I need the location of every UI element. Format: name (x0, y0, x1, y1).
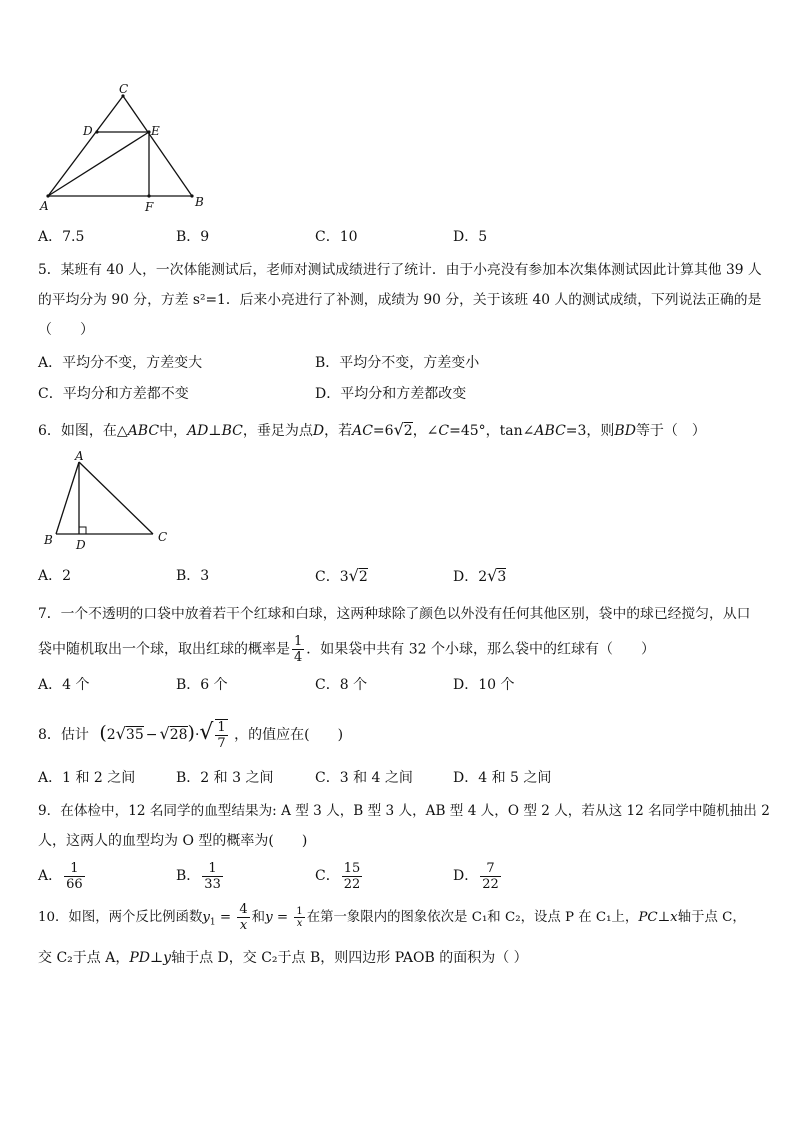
q8-sqrt-sign-2: √ (159, 724, 170, 743)
q4-option-c: C．10 (315, 229, 358, 245)
q7-option-d: D．10 个 (453, 677, 515, 693)
q6-text-a: 6．如图，在△ (38, 423, 128, 439)
q10-fraction-2 (294, 906, 304, 929)
q8-option-b: B．2 和 3 之间 (176, 770, 274, 786)
q9-option-c-fraction (342, 861, 363, 892)
q7-option-a: A．4 个 (38, 677, 90, 693)
q10-perp: ⊥ (657, 910, 671, 925)
q10-tail: 轴于点 C， (677, 910, 746, 925)
q8-prefix: 8．估计 (38, 727, 89, 743)
q6-abc: ABC (127, 423, 160, 439)
q9-option-c (315, 858, 364, 894)
q7-text-a: 袋中随机取出一个球，取出红球的概率是 (38, 641, 290, 658)
q6-option-a: A．2 (38, 568, 72, 584)
q6-ad: AD (187, 423, 209, 439)
q6-stem (38, 420, 706, 441)
q10-pd: PD (129, 950, 150, 966)
q6-sqrt-sign: √ (393, 420, 404, 439)
q8-fraction-num: 1 (217, 720, 226, 735)
q9-option-b-den: 33 (204, 876, 221, 892)
q6-text-f: =45°，tan∠ (449, 423, 535, 439)
label-a: A (75, 449, 84, 463)
q8-option-d: D．4 和 5 之间 (453, 770, 552, 786)
q6-text-c: ，垂足为点 (242, 423, 313, 439)
label-b: B (44, 533, 53, 547)
q6-text-h: 等于（ ） (635, 423, 706, 439)
figure-points (46, 94, 193, 197)
q10-perp2: ⊥ (150, 950, 164, 966)
q8-radicand-2: 28 (169, 727, 188, 743)
q5-option-a: A．平均分不变，方差变大 (38, 355, 203, 371)
q10-mid: 在第一象限内的图象依次是 C₁和 C₂，设点 P 在 C₁上， (306, 910, 639, 925)
q6-d: D (312, 423, 325, 439)
q9-option-b-fraction (202, 861, 223, 892)
q9-option-d (453, 858, 503, 894)
q8-expression (99, 720, 234, 751)
right-angle-mark (79, 527, 86, 534)
figure-triangle-abc-def (30, 82, 220, 217)
q9-option-c-label: C． (315, 868, 340, 884)
q7-text-b: ．如果袋中共有 32 个小球，那么袋中的红球有（ ） (306, 641, 655, 658)
segment-ac (79, 462, 153, 534)
q7-stem-line2 (38, 634, 655, 664)
q10-y3: y (163, 950, 172, 966)
label-c: C (119, 82, 129, 96)
q9-stem-line1: 9．在体检中，12 名同学的血型结果为: A 型 3 人，B 型 3 人，AB 型 4 人，O 型 2 人，若从这 12 名同学中随机抽出 2 (38, 803, 770, 819)
segment-ca (48, 96, 123, 196)
q8-option-a: A．1 和 2 之间 (38, 770, 136, 786)
q6-option-c-sqrt-sign: √ (348, 566, 359, 585)
q10-fraction-1-num: 4 (239, 902, 248, 917)
q6-perp: ⊥ (208, 423, 222, 439)
label-a: A (40, 199, 49, 213)
q8-option-c: C．3 和 4 之间 (315, 770, 413, 786)
q8-paren-open: ( (99, 722, 107, 744)
q6-option-d-label: D． (453, 569, 479, 585)
q8-sqrt-sign-1: √ (115, 724, 126, 743)
label-e: E (151, 124, 160, 138)
figure2-edges (56, 462, 153, 534)
q9-option-d-fraction (480, 861, 501, 892)
q9-option-b (176, 858, 225, 894)
segment-ae (48, 132, 149, 196)
q10-fraction-1 (237, 902, 249, 933)
label-b: B (195, 195, 204, 209)
q8-fraction-den: 7 (217, 736, 226, 751)
q7-stem-line1: 7．一个不透明的口袋中放着若干个红球和白球，这两种球除了颜色以外没有任何其他区别，袋中的球已经搅匀，从口 (38, 606, 751, 622)
q6-bc: BC (221, 423, 243, 439)
label-c: C (158, 530, 168, 544)
segment-ab (56, 462, 79, 534)
q7-fraction (292, 634, 304, 665)
q9-option-d-den: 22 (482, 876, 499, 892)
q9-option-a-label: A． (38, 868, 63, 884)
q6-text-g: =3，则 (565, 423, 615, 439)
q9-option-a (38, 858, 87, 894)
q5-stem-line3: （ ） (38, 322, 94, 338)
q6-option-d (453, 566, 506, 587)
q10-y2: y (265, 910, 273, 925)
q10-x: x (670, 910, 678, 925)
q10-line2-a: 交 C₂于点 A， (38, 950, 130, 966)
q8-sqrt-sign-3: √ (199, 720, 214, 745)
label-d: D (76, 538, 86, 552)
q7-option-c: C．8 个 (315, 677, 368, 693)
q10-fraction-2-den: x (296, 918, 303, 929)
q6-c: C (438, 423, 450, 439)
q8-radicand-1: 35 (125, 727, 144, 743)
q5-stem-line2: 的平均分为 90 分，方差 s²=1．后来小亮进行了补测，成绩为 90 分，关于该班 40 人的测试成绩，下列说法正确的是 (38, 292, 762, 308)
q8-fraction (215, 719, 227, 751)
q6-option-c (315, 566, 368, 587)
triangle-edges (48, 96, 192, 196)
figure-triangle-abd (36, 448, 186, 556)
q10-y1: y (202, 910, 210, 925)
q8-coef: 2 (106, 727, 116, 743)
q4-option-d: D．5 (453, 229, 488, 245)
q8-stem (38, 716, 343, 750)
q4-option-a: A．7.5 (38, 229, 85, 245)
q9-option-b-label: B． (176, 868, 201, 884)
q5-option-b: B．平均分不变，方差变小 (315, 355, 480, 371)
q6-option-d-sqrt-sign: √ (487, 566, 498, 585)
q10-fraction-1-den: x (239, 918, 248, 933)
q6-option-b: B．3 (176, 568, 210, 584)
q10-eq1: = (215, 910, 236, 925)
q6-abc2: ABC (534, 423, 566, 439)
point-b (190, 194, 193, 197)
q10-stem-line1 (38, 900, 746, 936)
q8-minus: − (145, 727, 158, 743)
q6-option-c-coef: 3 (339, 569, 349, 585)
q5-stem-line1: 5．某班有 40 人，一次体能测试后，老师对测试成绩进行了统计．由于小亮没有参加本次集体测试因此计算其他 39 人 (38, 262, 762, 278)
q6-option-d-coef: 2 (478, 569, 488, 585)
q9-option-d-num: 7 (480, 861, 501, 877)
q6-eq: = (372, 423, 385, 439)
q8-paren-close: ) (187, 722, 195, 744)
q10-eq2: = (272, 910, 293, 925)
label-f: F (145, 200, 154, 214)
q6-bd: BD (614, 423, 636, 439)
segment-cb (123, 96, 192, 196)
q10-y1-subscript: 1 (209, 917, 216, 928)
q6-sqrt-radicand: 2 (403, 423, 413, 439)
q10-prefix: 10．如图，两个反比例函数 (38, 910, 203, 925)
q10-stem-line2 (38, 948, 528, 968)
q7-fraction-num: 1 (294, 634, 303, 649)
q6-text-d: ，若 (324, 423, 353, 439)
q6-option-d-radicand: 3 (497, 569, 507, 585)
q10-pc: PC (638, 910, 658, 925)
q9-option-b-num: 1 (202, 861, 223, 877)
q6-ac: AC (352, 423, 373, 439)
q9-option-d-label: D． (453, 868, 479, 884)
q8-suffix: ，的值应在( ) (234, 727, 344, 743)
q8-dot: · (194, 727, 200, 743)
q5-option-c: C．平均分和方差都不变 (38, 386, 189, 402)
q6-option-c-radicand: 2 (358, 569, 368, 585)
q9-option-c-den: 22 (343, 876, 361, 892)
point-f (147, 194, 150, 197)
q7-fraction-den: 4 (294, 650, 303, 665)
q6-six: 6 (384, 423, 394, 439)
q9-option-a-num: 1 (64, 861, 85, 877)
q9-stem-line2: 人，这两人的血型均为 O 型的概率为( ) (38, 833, 308, 849)
q10-line2-b: 轴于点 D，交 C₂于点 B，则四边形 PAOB 的面积为（ ） (171, 950, 528, 966)
q10-and: 和 (251, 910, 266, 925)
label-d: D (83, 124, 93, 138)
q6-text-b: 中， (159, 423, 188, 439)
point-d (95, 130, 98, 133)
q10-fraction-2-num: 1 (296, 906, 303, 917)
q6-option-c-label: C． (315, 569, 340, 585)
q7-option-b: B．6 个 (176, 677, 228, 693)
point-a (46, 194, 49, 197)
q6-text-e: ，∠ (412, 423, 439, 439)
q9-option-c-num: 15 (343, 860, 361, 876)
q9-option-a-den: 66 (66, 876, 83, 892)
q4-option-b: B．9 (176, 229, 210, 245)
q9-option-a-fraction (64, 861, 85, 892)
q5-option-d: D．平均分和方差都改变 (315, 386, 467, 402)
